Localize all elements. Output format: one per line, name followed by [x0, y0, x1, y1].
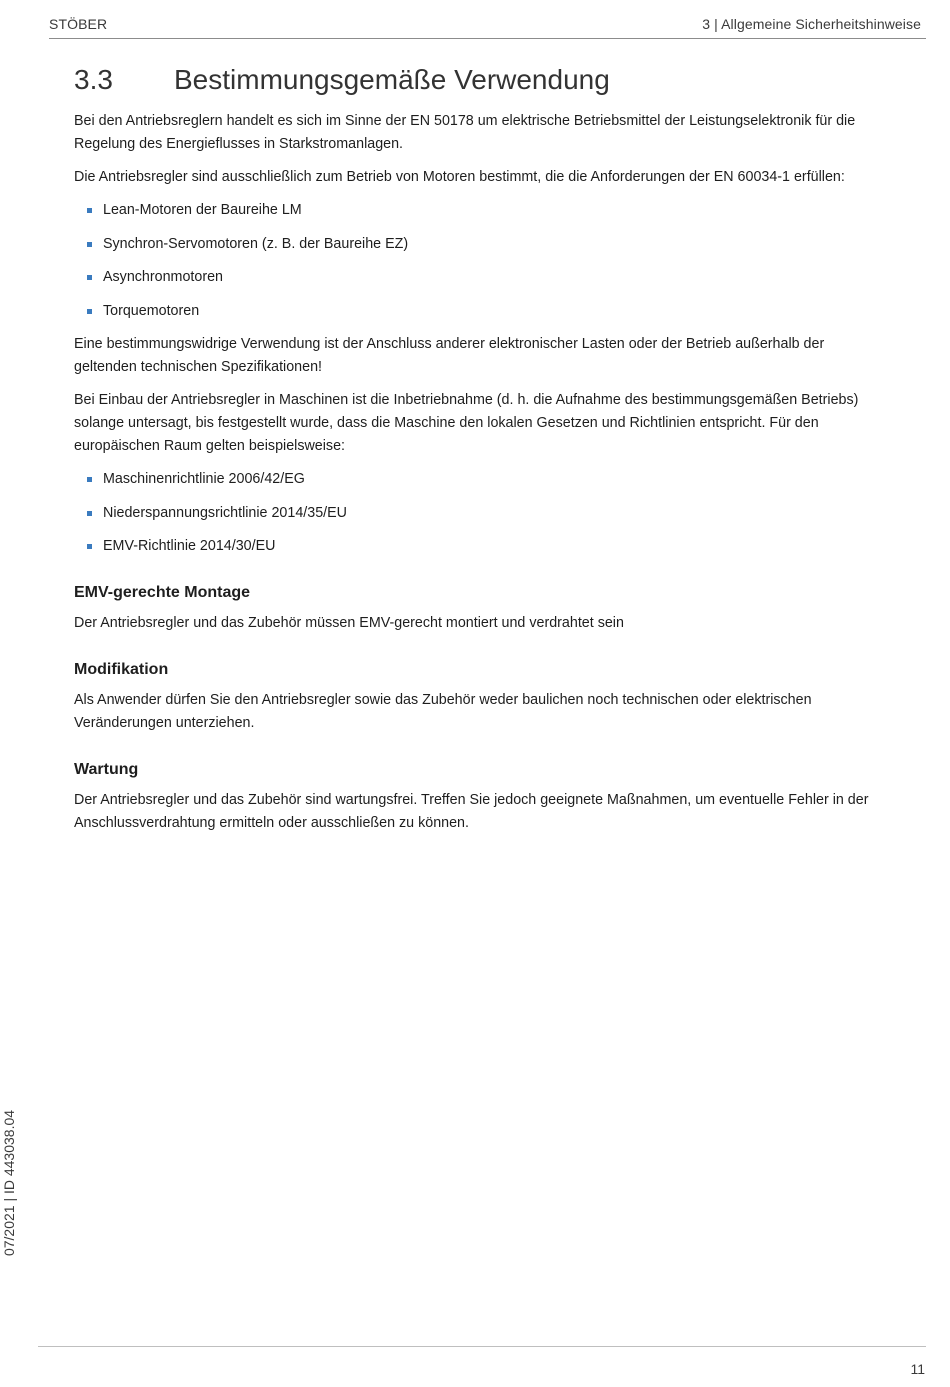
section-heading — [74, 60, 884, 100]
paragraph-modifikation: Als Anwender dürfen Sie den Antriebsregler sowie das Zubehör weder baulichen noch technischen oder elektrischen Veränderungen unterziehen. — [74, 692, 812, 731]
paragraph-wartung: Der Antriebsregler und das Zubehör sind wartungsfrei. Treffen Sie jedoch geeignete Maßnahmen, um eventuelle Fehler in der Anschlussverdrahtung ermitteln oder ausschließen zu können. — [74, 792, 869, 831]
paragraph-commissioning: Bei Einbau der Antriebsregler in Maschinen ist die Inbetriebnahme (d. h. die Aufnahme des bestimmungsgemäßen Betriebs) solange untersagt, bis festgestellt wurde, dass die Maschine den lokalen Gesetzen und Richtlinien entspricht. Für den europäischen Raum gelten beispielsweise: — [74, 392, 859, 454]
bullet-icon — [87, 477, 92, 482]
motor-list — [74, 199, 884, 323]
list-item: Synchron-Servomotoren (z. B. der Baureihe EZ) — [74, 233, 884, 256]
heading-emv: EMV-gerechte Montage — [74, 584, 251, 601]
bullet-icon — [87, 309, 92, 314]
page-number: 11 — [910, 1361, 925, 1377]
list-item: Maschinenrichtlinie 2006/42/EG — [74, 468, 884, 491]
document-id-vertical — [0, 1100, 18, 1265]
header-chapter: 3 | Allgemeine Sicherheitshinweise — [702, 16, 921, 32]
paragraph-emv: Der Antriebsregler und das Zubehör müssen EMV-gerecht montiert und verdrahtet sein — [74, 615, 624, 631]
list-item: Niederspannungsrichtlinie 2014/35/EU — [74, 502, 884, 525]
bullet-icon — [87, 275, 92, 280]
footer-divider — [38, 1346, 926, 1347]
heading-modifikation: Modifikation — [74, 661, 169, 678]
header-brand: STÖBER — [49, 16, 108, 32]
paragraph-motors-intro: Die Antriebsregler sind ausschließlich zum Betrieb von Motoren bestimmt, die die Anforderungen der EN 60034-1 erfüllen: — [74, 169, 845, 185]
bullet-icon — [87, 544, 92, 549]
paragraph-misuse: Eine bestimmungswidrige Verwendung ist der Anschluss anderer elektronischer Lasten oder der Betrieb außerhalb der geltenden technischen Spezifikationen! — [74, 336, 825, 375]
page-content — [74, 60, 884, 845]
page-header — [49, 14, 926, 39]
list-item: EMV-Richtlinie 2014/30/EU — [74, 535, 884, 558]
list-item: Torquemotoren — [74, 300, 884, 323]
list-item: Lean-Motoren der Baureihe LM — [74, 199, 884, 222]
directive-list — [74, 468, 884, 558]
section-number: 3.3 — [74, 64, 113, 95]
list-item: Asynchronmotoren — [74, 266, 884, 289]
bullet-icon — [87, 208, 92, 213]
document-id-text: 07/2021 | ID 443038.04 — [1, 1109, 17, 1256]
bullet-icon — [87, 511, 92, 516]
heading-wartung: Wartung — [74, 761, 139, 778]
bullet-icon — [87, 242, 92, 247]
paragraph-intro: Bei den Antriebsreglern handelt es sich im Sinne der EN 50178 um elektrische Betriebsmittel der Leistungselektronik für die Regelung des Energieflusses in Starkstromanlagen. — [74, 113, 856, 152]
section-title: Bestimmungsgemäße Verwendung — [174, 64, 610, 95]
